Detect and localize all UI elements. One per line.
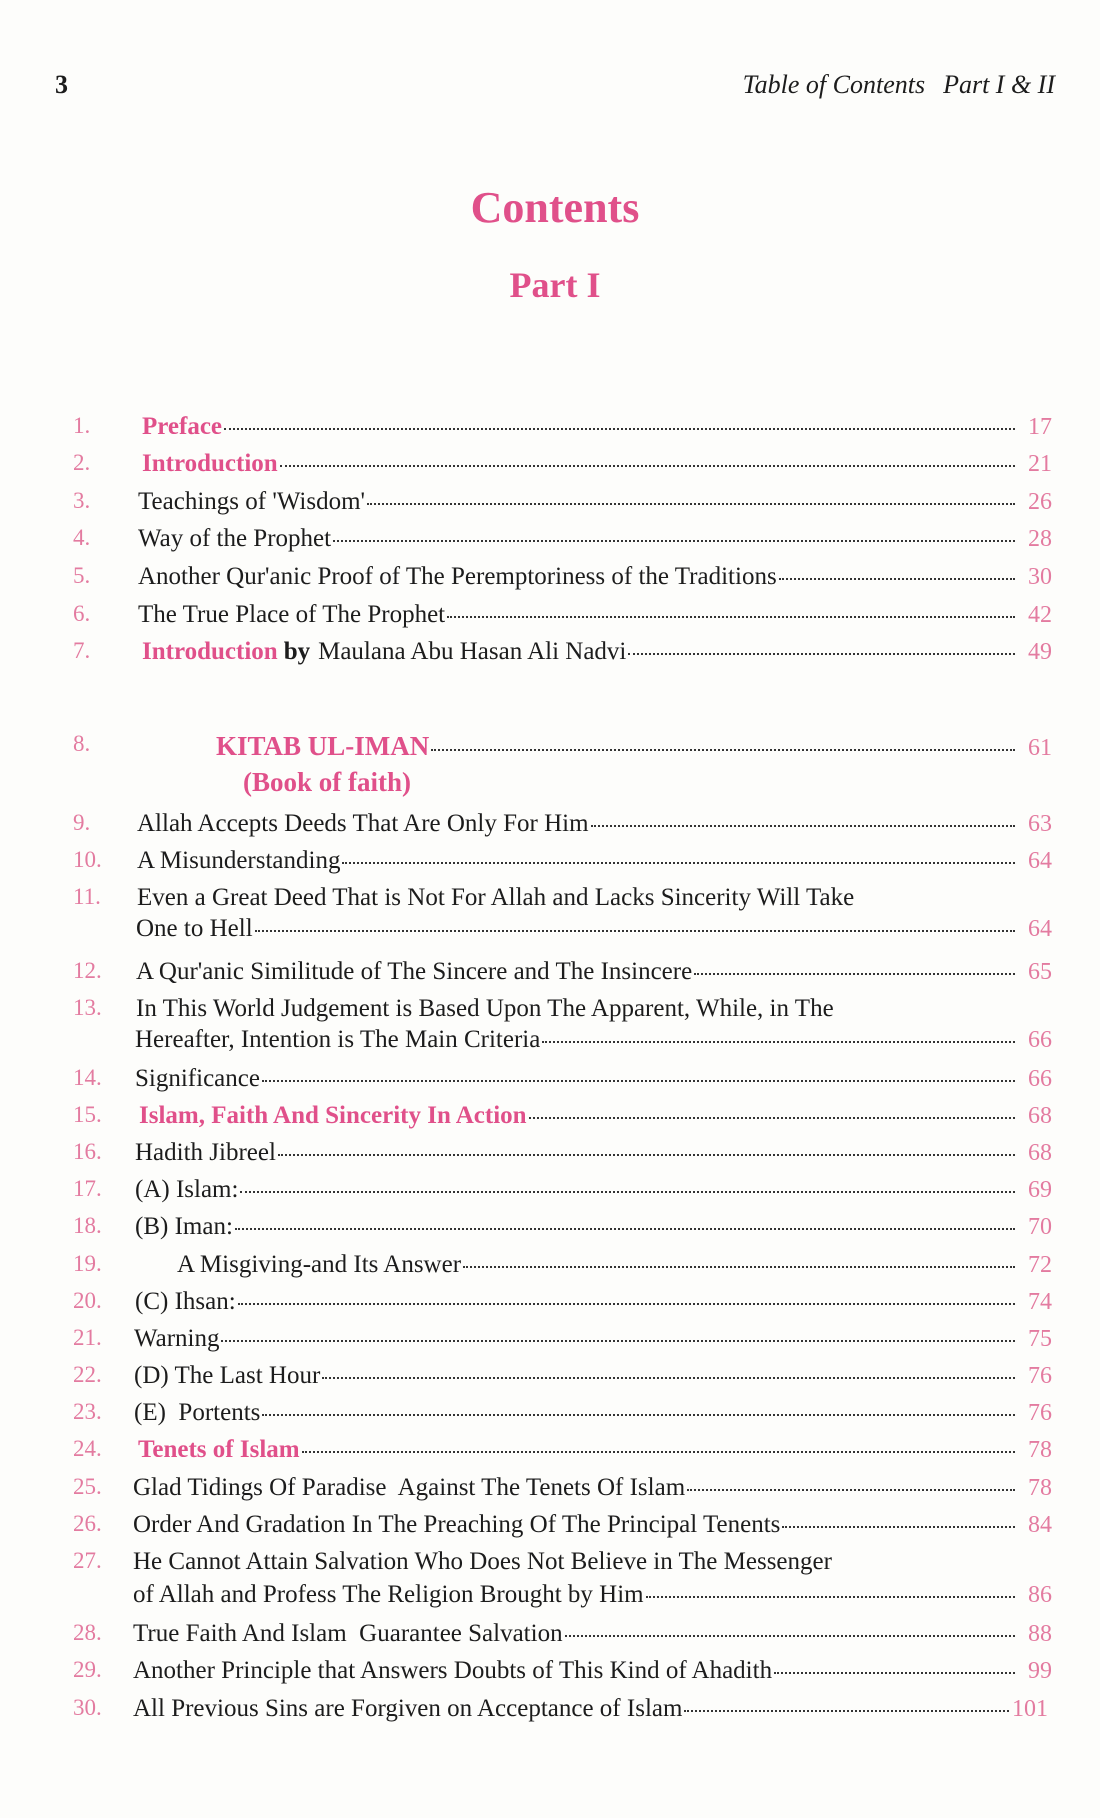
entry-page: 61 (1028, 735, 1052, 761)
dot-leader (280, 464, 1015, 467)
entry-page: 28 (1028, 526, 1052, 552)
entry-page: 42 (1028, 602, 1052, 628)
entry-title: Significance (135, 1065, 260, 1092)
entry-number: 12. (73, 958, 102, 983)
entry-subtitle: (Book of faith) (243, 767, 411, 797)
entry-page: 26 (1028, 489, 1052, 515)
dot-leader (262, 1079, 1015, 1082)
entry-number: 26. (73, 1511, 102, 1536)
entry-page: 101 (1012, 1696, 1048, 1722)
entry-number: 11. (73, 884, 101, 909)
entry-title: Hereafter, Intention is The Main Criteria (135, 1026, 541, 1053)
entry-number: 23. (73, 1399, 102, 1424)
running-title-right: Part I & II (943, 70, 1055, 99)
dot-leader (565, 1634, 1015, 1637)
entry-page: 21 (1028, 451, 1052, 477)
entry-number: 10. (73, 847, 102, 872)
entry-page: 68 (1028, 1140, 1052, 1166)
entry-title: (E) Portents (134, 1399, 261, 1426)
entry-page: 70 (1028, 1214, 1052, 1240)
entry-number: 5. (73, 563, 91, 588)
entry-title: of Allah and Profess The Religion Brought by Him (133, 1581, 644, 1608)
entry-number: 22. (73, 1362, 102, 1387)
part-title: Part I (509, 265, 601, 305)
dot-leader (694, 972, 1015, 975)
entry-number: 14. (73, 1065, 102, 1090)
entry-title: Teachings of 'Wisdom' (138, 488, 366, 515)
entry-number: 24. (73, 1436, 102, 1461)
dot-leader (529, 1116, 1015, 1119)
entry-title: A Misgiving-and Its Answer (177, 1251, 462, 1278)
dot-leader (628, 652, 1015, 655)
entry-page: 78 (1028, 1475, 1052, 1501)
entry-number: 7. (73, 638, 91, 663)
entry-number: 1. (73, 413, 91, 438)
entry-page: 84 (1028, 1512, 1052, 1538)
entry-title-line1: Even a Great Deed That is Not For Allah and Lacks Sincerity Will Take (137, 884, 855, 911)
entry-page: 64 (1028, 916, 1052, 942)
entry-title: KITAB UL-IMAN (216, 731, 430, 761)
running-title (743, 70, 1055, 100)
dot-leader (238, 1302, 1015, 1305)
entry-number: 6. (73, 601, 91, 626)
page-header (55, 70, 1055, 110)
entry-title: All Previous Sins are Forgiven on Acceptance of Islam (133, 1695, 683, 1722)
entry-page: 88 (1028, 1621, 1052, 1647)
dot-leader (240, 1190, 1015, 1193)
entry-page: 66 (1028, 1027, 1052, 1053)
entry-page: 63 (1028, 811, 1052, 837)
entry-number: 29. (73, 1657, 102, 1682)
entry-title: Hadith Jibreel (135, 1139, 276, 1166)
dot-leader (687, 1488, 1015, 1491)
entry-page: 65 (1028, 959, 1052, 985)
dot-leader (774, 1671, 1015, 1674)
entry-number: 18. (73, 1213, 102, 1238)
entry-page: 66 (1028, 1066, 1052, 1092)
entry-page: 86 (1028, 1582, 1052, 1608)
entry-page: 75 (1028, 1326, 1052, 1352)
entry-number: 30. (73, 1695, 102, 1720)
entry-title: Warning (134, 1325, 220, 1352)
entry-title: One to Hell (136, 915, 253, 942)
entry-author: Maulana Abu Hasan Ali Nadvi (318, 638, 627, 665)
dot-leader (782, 1525, 1015, 1528)
entry-title: Order And Gradation In The Preaching Of The Principal Tenents (133, 1511, 781, 1538)
entry-page: 68 (1028, 1103, 1052, 1129)
entry-title: (B) Iman: (135, 1213, 233, 1240)
dot-leader (333, 539, 1015, 542)
entry-title: Introduction (142, 638, 278, 665)
entry-title: (C) Ihsan: (135, 1288, 236, 1315)
entry-title: (D) The Last Hour (134, 1362, 321, 1389)
entry-number: 13. (73, 995, 102, 1020)
dot-leader (463, 1265, 1015, 1268)
dot-leader (278, 1153, 1015, 1156)
entry-page: 30 (1028, 564, 1052, 590)
entry-page: 49 (1028, 639, 1052, 665)
entry-page: 72 (1028, 1252, 1052, 1278)
entry-title: Allah Accepts Deeds That Are Only For Him (137, 810, 589, 837)
entry-page: 99 (1028, 1658, 1052, 1684)
entry-page: 76 (1028, 1363, 1052, 1389)
running-title-left: Table of Contents (742, 70, 926, 99)
entry-number: 17. (73, 1176, 102, 1201)
entry-title: Tenets of Islam (138, 1436, 300, 1463)
entry-number: 28. (73, 1620, 102, 1645)
contents-title: Contents (470, 183, 640, 232)
entry-page: 17 (1028, 414, 1052, 440)
entry-by-word: by (283, 638, 311, 665)
entry-number: 20. (73, 1288, 102, 1313)
entry-title: Introduction (142, 450, 278, 477)
entry-number: 19. (73, 1251, 102, 1276)
entry-title: Another Qur'anic Proof of The Peremptoriness of the Traditions (138, 563, 777, 590)
entry-number: 25. (73, 1474, 102, 1499)
entry-number: 16. (73, 1139, 102, 1164)
dot-leader (779, 577, 1015, 580)
dot-leader (646, 1595, 1015, 1598)
entry-title: A Qur'anic Similitude of The Sincere and The Insincere (136, 958, 693, 985)
dot-leader (322, 1376, 1015, 1379)
dot-leader (591, 824, 1015, 827)
entry-number: 9. (73, 810, 91, 835)
entry-title: Preface (142, 413, 223, 440)
entry-title-line1: In This World Judgement is Based Upon The Apparent, While, in The (136, 995, 834, 1022)
dot-leader (431, 748, 1015, 751)
dot-leader (447, 615, 1015, 618)
dot-leader (221, 1339, 1015, 1342)
entry-page: 69 (1028, 1177, 1052, 1203)
entry-title-line1: He Cannot Attain Salvation Who Does Not Believe in The Messenger (133, 1548, 832, 1575)
entry-page: 78 (1028, 1437, 1052, 1463)
entry-title: Glad Tidings Of Paradise Against The Tenets Of Islam (133, 1474, 686, 1501)
dot-leader (262, 1413, 1015, 1416)
entry-page: 64 (1028, 848, 1052, 874)
dot-leader (342, 861, 1015, 864)
dot-leader (542, 1040, 1015, 1043)
entry-title: The True Place of The Prophet (138, 601, 446, 628)
entry-number: 2. (73, 450, 91, 475)
entry-title: (A) Islam: (135, 1176, 239, 1203)
entry-title: Way of the Prophet (138, 525, 332, 552)
entry-page: 74 (1028, 1289, 1052, 1315)
dot-leader (255, 929, 1015, 932)
entry-title: Another Principle that Answers Doubts of This Kind of Ahadith (133, 1657, 773, 1684)
dot-leader (224, 427, 1015, 430)
entry-title: True Faith And Islam Guarantee Salvation (133, 1620, 563, 1647)
dot-leader (302, 1450, 1015, 1453)
dot-leader (367, 502, 1015, 505)
dot-leader (684, 1709, 1009, 1712)
entry-number: 27. (73, 1548, 102, 1573)
entry-number: 15. (73, 1102, 102, 1127)
dot-leader (235, 1227, 1015, 1230)
entry-page: 76 (1028, 1400, 1052, 1426)
entry-number: 8. (73, 731, 91, 756)
entry-title: A Misunderstanding (137, 847, 341, 874)
page-number: 3 (55, 70, 68, 99)
entry-title: Islam, Faith And Sincerity In Action (139, 1102, 527, 1129)
entry-number: 4. (73, 525, 91, 550)
entry-number: 21. (73, 1325, 102, 1350)
entry-number: 3. (73, 488, 91, 513)
